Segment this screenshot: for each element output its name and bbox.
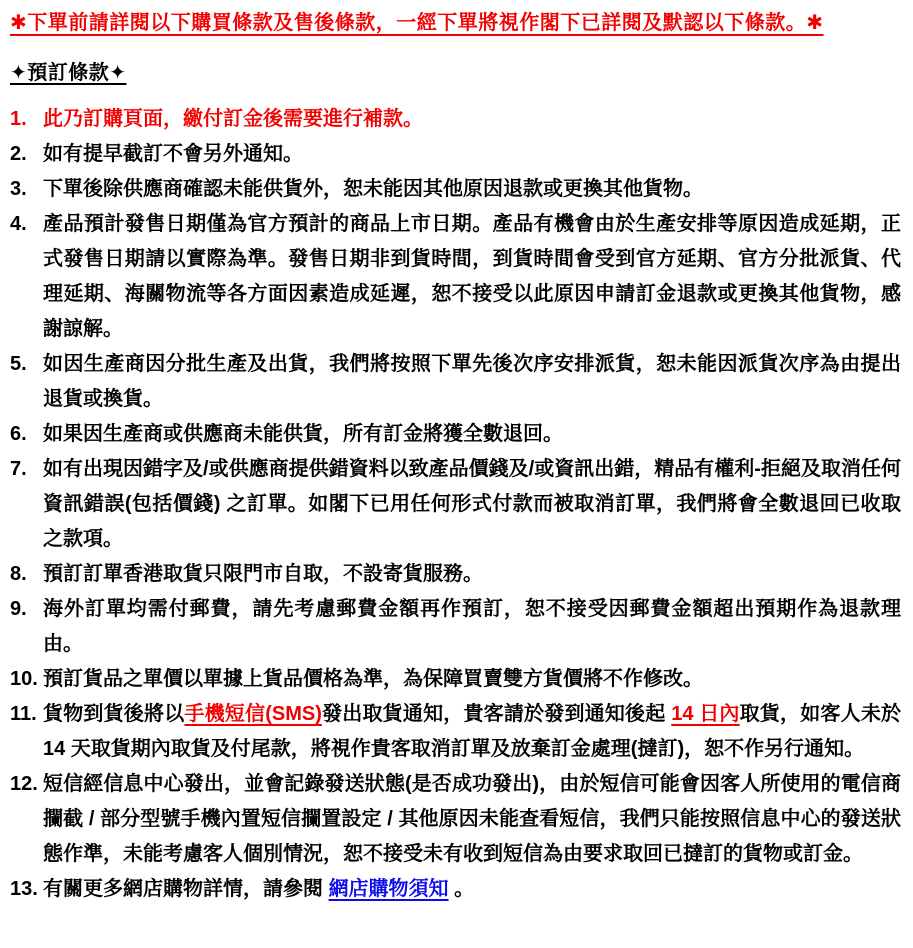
term-number: 13.	[10, 878, 38, 900]
term-text-segment: 此乃訂購頁面，繳付訂金後需要進行補款。	[43, 108, 423, 130]
term-item-11	[10, 697, 901, 767]
term-item-12	[10, 767, 901, 872]
term-text-segment: 如因生產商因分批生產及出貨，我們將按照下單先後次序安排派貨，恕未能因派貨次序為由提出退貨或換貨。	[43, 353, 901, 410]
term-item-1	[10, 102, 901, 137]
term-number: 5.	[10, 353, 27, 375]
term-item-8	[10, 557, 901, 592]
term-item-4	[10, 207, 901, 347]
term-text-segment: 預訂貨品之單價以單據上貨品價格為準，為保障買賣雙方貨價將不作修改。	[43, 668, 703, 690]
terms-list	[10, 102, 901, 907]
term-item-5	[10, 347, 901, 417]
term-text-segment: 手機短信(SMS)	[184, 703, 322, 725]
term-text-segment: 產品預計發售日期僅為官方預計的商品上市日期。產品有機會由於生產安排等原因造成延期，正式發售日期請以實際為準。發售日期非到貨時間，到貨時間會受到官方延期、官方分批派貨、代理延期、海關物流等各方面因素造成延遲，恕不接受以此原因申請訂金退款或更換其他貨物，感謝諒解。	[43, 213, 901, 340]
term-number: 3.	[10, 178, 27, 200]
term-text-segment: 。	[448, 878, 475, 900]
term-item-9	[10, 592, 901, 662]
term-number: 9.	[10, 598, 27, 620]
term-text-segment: 發出取貨通知，貴客請於發到通知後起	[321, 703, 672, 725]
term-text-segment: 14 日內	[671, 703, 740, 725]
term-number: 11.	[10, 703, 37, 725]
term-number: 1.	[10, 108, 27, 130]
term-number: 7.	[10, 458, 27, 480]
term-text-segment: 貨物到貨後將以	[43, 703, 185, 725]
term-number: 2.	[10, 143, 27, 165]
term-item-2	[10, 137, 901, 172]
section-title-preorder-terms: ✦預訂條款✦	[10, 62, 127, 84]
store-shopping-guide-link[interactable]: 網店購物須知	[328, 878, 449, 900]
term-number: 12.	[10, 773, 38, 795]
term-number: 10.	[10, 668, 38, 690]
term-text-segment: 如有出現因錯字及/或供應商提供錯資料以致產品價錢及/或資訊出錯，精品有權利-拒絕及取消任何資訊錯誤(包括價錢) 之訂單。如閣下已用任何形式付款而被取消訂單，我們將會全數退回已收取之款項。	[43, 458, 901, 550]
term-text-segment: 如果因生產商或供應商未能供貨，所有訂金將獲全數退回。	[43, 423, 563, 445]
term-text-segment: 取貨，如客人未於 14 天取貨期內取貨及付尾款，將視作貴客取消訂單及放棄訂金處理(撻訂)，恕不作另行通知。	[43, 703, 902, 760]
term-item-6	[10, 417, 901, 452]
term-text-segment: 預訂訂單香港取貨只限門市自取，不設寄貨服務。	[43, 563, 483, 585]
term-number: 8.	[10, 563, 27, 585]
term-text-segment: 有關更多網店購物詳情，請參閱	[43, 878, 329, 900]
term-item-10	[10, 662, 901, 697]
term-item-3	[10, 172, 901, 207]
term-item-13	[10, 872, 901, 907]
preorder-warning-banner: ✱下單前請詳閱以下購買條款及售後條款，一經下單將視作閣下已詳閱及默認以下條款。✱	[10, 12, 824, 34]
term-text-segment: 如有提早截訂不會另外通知。	[43, 143, 303, 165]
term-number: 6.	[10, 423, 27, 445]
term-item-7	[10, 452, 901, 557]
term-text-segment: 下單後除供應商確認未能供貨外，恕未能因其他原因退款或更換其他貨物。	[43, 178, 703, 200]
term-text-segment: 海外訂單均需付郵費，請先考慮郵費金額再作預訂，恕不接受因郵費金額超出預期作為退款理由。	[43, 598, 901, 655]
term-number: 4.	[10, 213, 27, 235]
term-text-segment: 短信經信息中心發出，並會記錄發送狀態(是否成功發出)，由於短信可能會因客人所使用的電信商攔截 / 部分型號手機內置短信攔置設定 / 其他原因未能查看短信，我們只能按照信息中心的發送狀態作準，未能考慮客人個別情況，恕不接受未有收到短信為由要求取回已撻訂的貨物或訂金。	[43, 773, 901, 865]
